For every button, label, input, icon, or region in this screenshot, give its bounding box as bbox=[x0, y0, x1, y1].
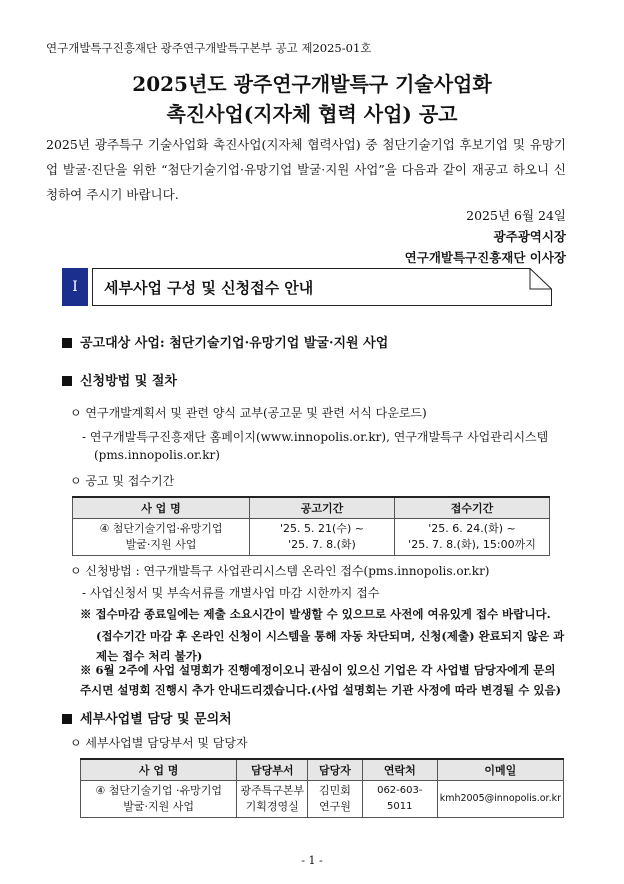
cell-manager: 김민회 연구원 bbox=[308, 781, 363, 818]
th-receipt-period: 접수기간 bbox=[395, 497, 550, 519]
method-sub-1b: (pms.innopolis.or.kr) bbox=[94, 448, 220, 462]
th-email: 이메일 bbox=[437, 759, 563, 781]
method-heading-text: 신청방법 및 절차 bbox=[80, 374, 177, 389]
method-heading bbox=[62, 370, 177, 389]
th-program: 사 업 명 bbox=[73, 497, 250, 519]
notice-header: 연구개발특구진흥재단 광주연구개발특구본부 공고 제2025-01호 bbox=[46, 41, 372, 55]
table-row bbox=[73, 519, 550, 556]
th-manager: 담당자 bbox=[308, 759, 363, 781]
cell-notice-period: '25. 5. 21(수) ~ '25. 7. 8.(화) bbox=[250, 519, 395, 556]
contact-item: ㅇ 세부사업별 담당부서 및 담당자 bbox=[70, 736, 248, 750]
cell-department: 광주특구본부 기획경영실 bbox=[237, 781, 308, 818]
signer-chairman: 연구개발특구진흥재단 이사장 bbox=[404, 250, 566, 265]
intro-paragraph: 2025년 광주특구 기술사업화 촉진사업(지자체 협력사업) 중 첨단기술기업 후보기업 및 유망기업 발굴·진단을 위한 “첨단기술기업·유망기업 발굴·지원 사업”을 다음과 같이 재공고 하오니 신청하여 주시기 바랍니다. bbox=[46, 137, 566, 202]
section-heading bbox=[62, 268, 552, 306]
target-line bbox=[62, 332, 388, 351]
th-phone: 연락처 bbox=[362, 759, 437, 781]
notice-date: 2025년 6월 24일 bbox=[466, 208, 566, 223]
cell-email[interactable]: kmh2005@innopolis.or.kr bbox=[437, 781, 563, 818]
square-bullet-icon bbox=[62, 714, 72, 724]
note-1b: (접수기간 마감 후 온라인 신청이 시스템을 통해 자동 차단되며, 신청(제출) 완료되지 않은 과제는 접수 처리 불가) bbox=[96, 629, 565, 663]
target-value: 첨단기술기업·유망기업 발굴·지원 사업 bbox=[169, 336, 389, 351]
signer-mayor: 광주광역시장 bbox=[493, 229, 566, 244]
contact-heading-text: 세부사업별 담당 및 문의처 bbox=[80, 712, 232, 727]
cell-phone: 062-603-5011 bbox=[362, 781, 437, 818]
table-row bbox=[81, 781, 564, 818]
method-item-1: ㅇ 연구개발계획서 및 관련 양식 교부(공고문 및 관련 서식 다운로드) bbox=[70, 406, 427, 420]
contact-heading bbox=[62, 708, 232, 727]
square-bullet-icon bbox=[62, 376, 72, 386]
contact-table bbox=[80, 758, 564, 818]
section-number: Ⅰ bbox=[62, 268, 88, 306]
cell-program: ④ 첨단기술기업 ·유망기업 발굴·지원 사업 bbox=[81, 781, 237, 818]
square-bullet-icon bbox=[62, 338, 72, 348]
cell-receipt-period: '25. 6. 24.(화) ~ '25. 7. 8.(화), 15:00까지 bbox=[395, 519, 550, 556]
page-title-line1: 2025년도 광주연구개발특구 기술사업화 bbox=[132, 72, 492, 96]
section-title-box bbox=[92, 268, 552, 306]
target-label: 공고대상 사업: bbox=[80, 336, 165, 351]
page-title-line2: 촉진사업(지자체 협력 사업) 공고 bbox=[166, 102, 458, 126]
schedule-table bbox=[72, 496, 550, 556]
apply-sub: - 사업신청서 및 부속서류를 개별사업 마감 시한까지 접수 bbox=[82, 586, 380, 600]
note-2: ※ 6월 2주에 사업 설명회가 진행예정이오니 관심이 있으신 기업은 각 사업별 담당자에게 문의 주시면 설명회 진행시 추가 안내드리겠습니다.(사업 설명회는 기관 사정에 따라 변경될 수 있음) bbox=[80, 663, 562, 697]
method-sub-1: - 연구개발특구진흥재단 홈페이지(www.innopolis.or.kr), 연구개발특구 사업관리시스템 bbox=[82, 430, 549, 444]
note-1: ※ 접수마감 종료일에는 제출 소요시간이 발생할 수 있으므로 사전에 여유있게 접수 바랍니다. bbox=[80, 607, 551, 621]
apply-item: ㅇ 신청방법 : 연구개발특구 사업관리시스템 온라인 접수(pms.innopolis.or.kr) bbox=[70, 564, 490, 578]
th-notice-period: 공고기간 bbox=[250, 497, 395, 519]
section-title: 세부사업 구성 및 신청접수 안내 bbox=[104, 279, 314, 297]
cell-program: ④ 첨단기술기업·유망기업 발굴·지원 사업 bbox=[73, 519, 250, 556]
th-program: 사 업 명 bbox=[81, 759, 237, 781]
period-item: ㅇ 공고 및 접수기간 bbox=[70, 474, 175, 488]
th-department: 담당부서 bbox=[237, 759, 308, 781]
page-number: - 1 - bbox=[301, 854, 323, 867]
